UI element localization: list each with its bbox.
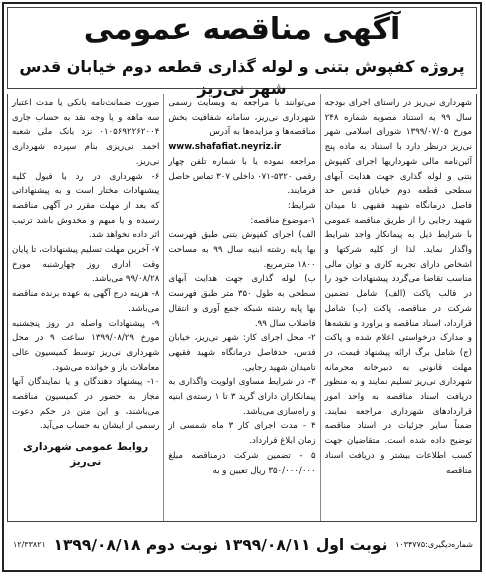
ad-footer [7, 521, 477, 567]
condition-1: ۱-موضوع مناقصه: [250, 215, 316, 226]
ad-body [7, 94, 477, 522]
publication-dates: نوبت اول ۱۳۹۹/۰۸/۱۱ نوبت دوم ۱۳۹۹/۰۸/۱۸ [53, 535, 388, 554]
document-code: ۱۲/۳۳۸۲۱ [13, 540, 46, 549]
condition-1a: الف) اجرای کفپوش بتنی طبق فهرست بها پایه رشته ابنیه سال ۹۹ به مساحت ۱۸۰۰ مترمربع. [168, 230, 316, 270]
condition-5-cont: صورت ضمانت‌نامه بانکی یا مدت اعتبار سه ماهه و یا وجه نقد به حساب جاری ۰۱۰۵۶۹۲۲۶۲۰۰۴ نزد بانک ملی شعبه احمد نی‌ریزی بنام سپرده شهرداری نی‌ریز. [12, 98, 160, 167]
condition-4: ۴ - مدت اجرای کار ۳ ماه شمسی از زمان ابلاغ قرارداد. [168, 421, 316, 447]
condition-7: ۷- آخرین مهلت تسلیم پیشنهادات، تا پایان وقت اداری روز چهارشنبه مورخ ۹۹/۰۸/۲۸ می‌باشد. [12, 245, 160, 285]
condition-3: ۳- در شرایط مساوی اولویت واگذاری به پیمانکاران دارای گرید ۳ تا ۱ رسته‌ی ابنیه و راه‌سازی می‌باشد. [168, 377, 316, 417]
column-middle [164, 94, 320, 521]
paragraph-contact: می‌توانند با مراجعه به وبسایت رسمی شهرداری نی‌ریز، سامانه شفافیت بخش مناقصه‌ها و مزایده‌ها به آدرس [168, 98, 316, 138]
condition-8: ۸- هزینه درج آگهی به عهده برنده مناقصه می‌باشد. [12, 289, 160, 314]
tender-advertisement [2, 2, 482, 572]
column-right [321, 94, 476, 521]
paragraph-phone: مراجعه نموده یا با شماره تلفن چهار رقمی ۵۳۲۰-۰۷۱ داخلی ۳۰۷ تماس حاصل فرمایند. [168, 156, 316, 197]
ad-title: آگهی مناقصه عمومی [83, 12, 401, 47]
tracking-number: شماره‌دیگیری:۱۰۳۴۷۷۵ [395, 540, 473, 549]
ad-subtitle: پروژه کفپوش بتنی و لوله گذاری قطعه دوم خیابان قدس شهر نی‌ریز [19, 57, 465, 98]
ad-header [7, 7, 477, 98]
condition-10: ۱۰- پیشنهاد دهندگان و یا نمایندگان آنها مجاز به حضور در کمیسیون مناقصه می‌باشند، و این متن در حکم دعوت رسمی از ایشان به حساب می‌آید. [12, 377, 160, 432]
condition-1b: ب) لوله گذاری جهت هدایت آبهای سطحی به طول ۳۵۰ متر طبق فهرست بها پایه رشته شبکه جمع آوری و انتقال فاضلاب سال ۹۹. [168, 274, 316, 329]
condition-6: ۶- شهرداری در رد یا قبول کلیه پیشنهادات مختار است و به پیشنهاداتی که بعد از مهلت مقرر در آگهی مناقصه رسیده و یا مبهم و مخدوش باشد ترتیب اثر داده نخواهد شد. [12, 171, 160, 241]
conditions-heading: شرایط: [287, 200, 316, 211]
column-left [8, 94, 164, 521]
condition-2: ۲- محل اجرای کار: شهر نی‌ریز، خیابان قدس، حدفاصل درمانگاه شهید فقیهی تامیدان شهید رجایی. [168, 333, 316, 373]
website-link[interactable]: www.shafafiat.neyriz.ir [168, 142, 282, 153]
paragraph-intro: شهرداری نی‌ریز در راستای اجرای بودجه سال ۹۹ به استناد مصوبه شماره ۲۴۸ مورخ ۱۳۹۹/۰۷/۰۵ شورای اسلامی شهر نی‌ریز درنظر دارد با استناد به ماده پنج آئین‌نامه مالی شهرداریها اجرای کفپوش بتنی و لوله گذاری جهت هدایت آبهای سطحی قطعه دوم خیابان قدس حد فاصل درمانگاه شهید فقیهی تا میدان شهید رجایی را از طریق مناقصه عمومی با شرایط ذیل به پیمانکار واجد شرایط واگذار نماید. لذا از کلیه شرکتها و اشخاص دارای تجربه کاری و توان مالی مناسب تقاضا می‌گردد پیشنهادات خود را در قالب پاکت (الف) شامل تضمین شرکت در مناقصه، پاکت (ب) شامل قرارداد، اسناد مناقصه و براورد و نقشه‌ها و مدارک درخواستی اعلام شده و پاکت (ج) شامل برگ ارائه پیشنهاد قیمت، در مهلت قانونی به دبیرخانه محرمانه شهرداری نی‌ریز تسلیم نمایند و به منظور دریافت اسناد مناقصه به واحد امور قراردادهای شهرداری مراجعه نمایند. ضمناً سایر جزئیات در اسناد مناقصه توضیح داده شده است. متقاضیان جهت کسب اطلاعات بیشتر و دریافت اسناد مناقصه [324, 98, 473, 476]
signature: روابط عمومی شهرداری نی‌ریز [23, 441, 149, 468]
condition-5: ۵ - تضمین شرکت درمناقصه مبلغ ۳۵۰/۰۰۰/۰۰۰ ریال تعیین و به [168, 450, 316, 476]
condition-9: ۹- پیشنهادات واصله در روز پنجشنبه مورخ ۱۳۹۹/۰۸/۲۹ ساعت ۹ در محل شهرداری نی‌ریز توسط کمیسیون عالی معاملات باز و خوانده می‌شود. [12, 318, 160, 373]
